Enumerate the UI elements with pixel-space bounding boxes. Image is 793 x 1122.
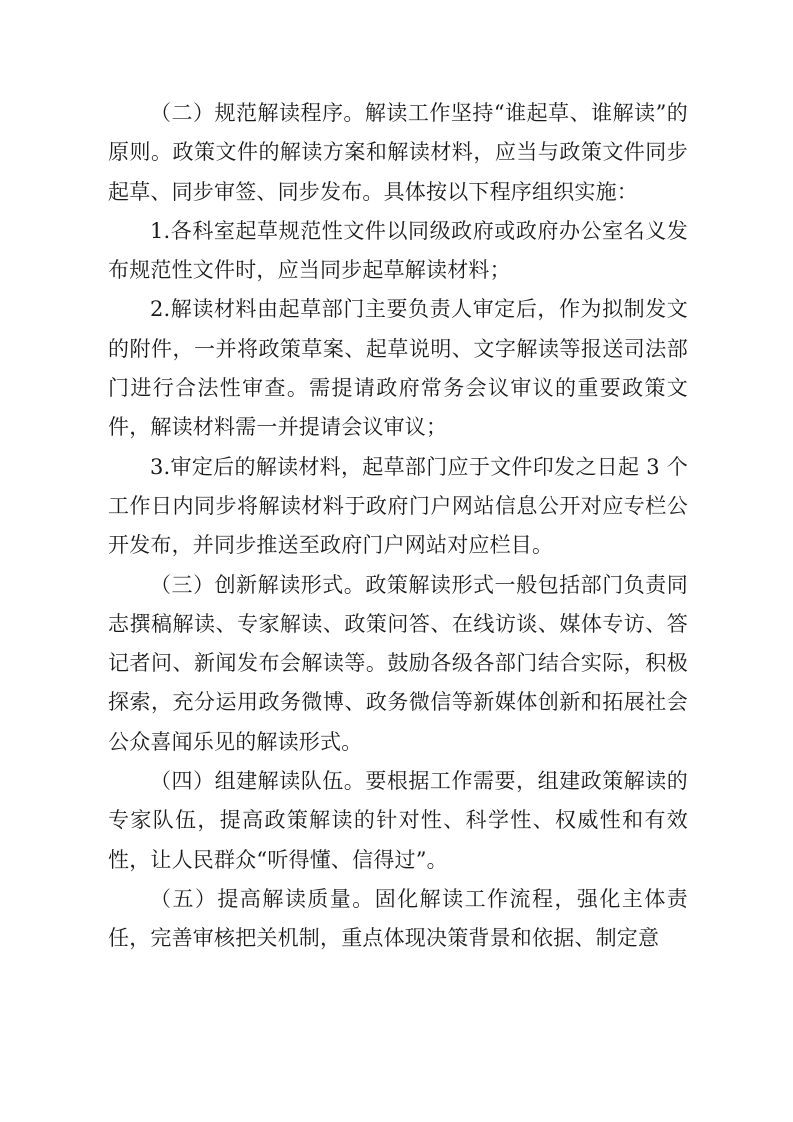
paragraph-regulate-procedure: （二）规范解读程序。解读工作坚持“谁起草、谁解读”的原则。政策文件的解读方案和解读材料，应当与政策文件同步起草、同步审签、同步发布。具体按以下程序组织实施：	[108, 101, 688, 204]
paragraph-innovate-form: （三）创新解读形式。政策解读形式一般包括部门负责同志撰稿解读、专家解读、政策问答、在线访谈、媒体专访、答记者问、新闻发布会解读等。鼓励各级各部门结合实际，积极探索，充分运用政务微博、政务微信等新媒体创新和拓展社会公众喜闻乐见的解读形式。	[108, 572, 688, 754]
paragraph-item-2: 2.解读材料由起草部门主要负责人审定后，作为拟制发文的附件，一并将政策草案、起草说明、文字解读等报送司法部门进行合法性审查。需提请政府常务会议审议的重要政策文件，解读材料需一并提请会议审议；	[108, 297, 688, 440]
document-body	[108, 94, 688, 959]
paragraph-improve-quality: （五）提高解读质量。固化解读工作流程，强化主体责任，完善审核把关机制，重点体现决策背景和依据、制定意	[108, 886, 688, 951]
paragraph-item-1: 1.各科室起草规范性文件以同级政府或政府办公室名义发布规范性文件时，应当同步起草解读材料；	[108, 218, 688, 283]
paragraph-item-3: 3.审定后的解读材料，起草部门应于文件印发之日起 3 个工作日内同步将解读材料于政府门户网站信息公开对应专栏公开发布，并同步推送至政府门户网站对应栏目。	[108, 454, 688, 558]
paragraph-build-team: （四）组建解读队伍。要根据工作需要，组建政策解读的专家队伍，提高政策解读的针对性、科学性、权威性和有效性，让人民群众“听得懂、信得过”。	[108, 769, 688, 872]
